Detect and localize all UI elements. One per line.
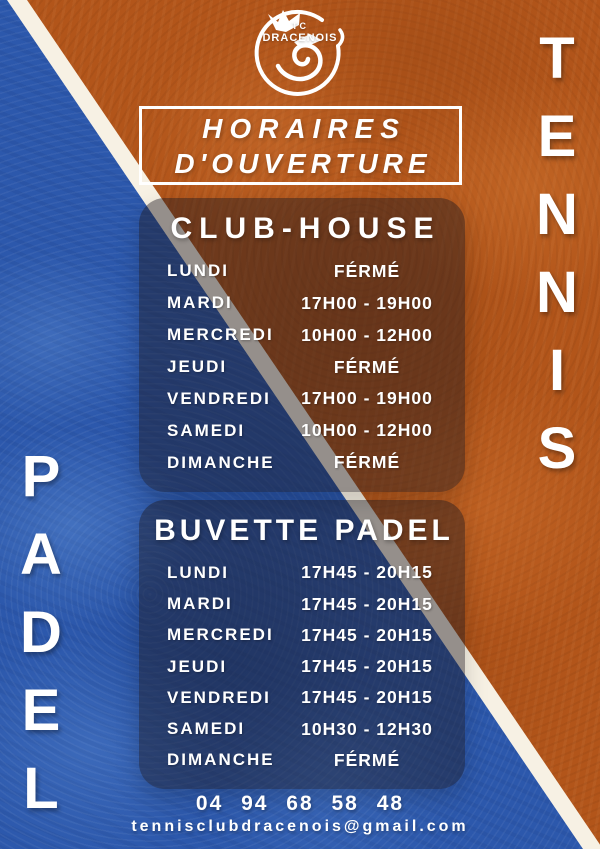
logo-club-name: DRACENOIS [262, 32, 338, 44]
hours-value: 17H00 - 19H00 [301, 388, 433, 409]
day-label: MARDI [167, 293, 233, 313]
schedule-row [167, 388, 455, 409]
schedule-row [167, 293, 455, 314]
poster-title-line1: HORAIRES [202, 112, 406, 144]
day-label: VENDREDI [167, 388, 271, 408]
tennis-letter: T [539, 26, 575, 91]
schedule-row [167, 719, 455, 740]
day-label: MERCREDI [167, 625, 274, 645]
padel-letter: D [20, 600, 62, 665]
tennis-letter: N [536, 182, 578, 247]
club-house-panel [139, 198, 465, 492]
day-label: LUNDI [167, 562, 229, 582]
schedule-row [167, 325, 455, 346]
schedule-row [167, 420, 455, 441]
hours-value: 10H30 - 12H30 [301, 718, 433, 739]
hours-value: 10H00 - 12H00 [301, 420, 433, 441]
day-label: SAMEDI [167, 719, 246, 738]
buvette-padel-schedule [167, 552, 455, 781]
day-label: LUNDI [167, 261, 229, 281]
poster-title-line2: D'OUVERTURE [174, 147, 432, 179]
hours-value: 17H45 - 20H15 [301, 593, 433, 614]
vertical-label-tennis [524, 20, 590, 488]
tennis-letter: N [536, 260, 578, 325]
padel-letter: P [21, 444, 61, 509]
schedule-row [167, 452, 455, 473]
day-label: MERCREDI [167, 325, 274, 345]
schedule-row [167, 656, 455, 677]
schedule-row [167, 594, 455, 615]
day-label: MARDI [167, 594, 233, 613]
poster-title-box [139, 106, 462, 185]
club-logo [233, 6, 367, 110]
schedule-row [167, 625, 455, 646]
tennis-letter: I [548, 338, 566, 403]
hours-value: 17H45 - 20H15 [301, 656, 433, 676]
schedule-row [167, 357, 455, 378]
schedule-row [167, 750, 455, 771]
vertical-label-padel [10, 438, 72, 828]
buvette-padel-panel [139, 500, 465, 789]
tennis-letter: E [537, 104, 577, 169]
padel-letter: L [23, 756, 59, 821]
hours-value: FÉRMÉ [333, 749, 401, 770]
day-label: JEUDI [167, 656, 228, 676]
logo-club-initials: TC [292, 21, 308, 31]
buvette-padel-title: BUVETTE PADEL [154, 514, 454, 547]
schedule-row [167, 562, 455, 583]
contact-phone: 04 94 68 58 48 [195, 792, 405, 815]
hours-value: FÉRMÉ [333, 260, 401, 281]
schedule-row [167, 687, 455, 708]
tennis-letter: S [537, 416, 577, 481]
day-label: JEUDI [167, 357, 228, 376]
hours-value: 10H00 - 12H00 [301, 324, 433, 345]
schedule-row [167, 261, 455, 282]
club-house-schedule [167, 250, 455, 484]
padel-letter: E [21, 678, 61, 743]
day-label: SAMEDI [167, 420, 246, 440]
contact-email: tennisclubdracenois@gmail.com [131, 818, 469, 835]
day-label: VENDREDI [167, 687, 271, 707]
hours-value: 17H45 - 20H15 [301, 687, 433, 708]
hours-value: 17H45 - 20H15 [301, 562, 433, 583]
hours-value: FÉRMÉ [333, 452, 401, 473]
club-house-title: CLUB-HOUSE [170, 212, 441, 245]
day-label: DIMANCHE [167, 750, 275, 770]
hours-value: 17H00 - 19H00 [301, 292, 433, 313]
day-label: DIMANCHE [167, 452, 275, 472]
padel-letter: A [20, 522, 62, 587]
hours-value: FÉRMÉ [333, 356, 401, 377]
hours-value: 17H45 - 20H15 [301, 624, 433, 645]
